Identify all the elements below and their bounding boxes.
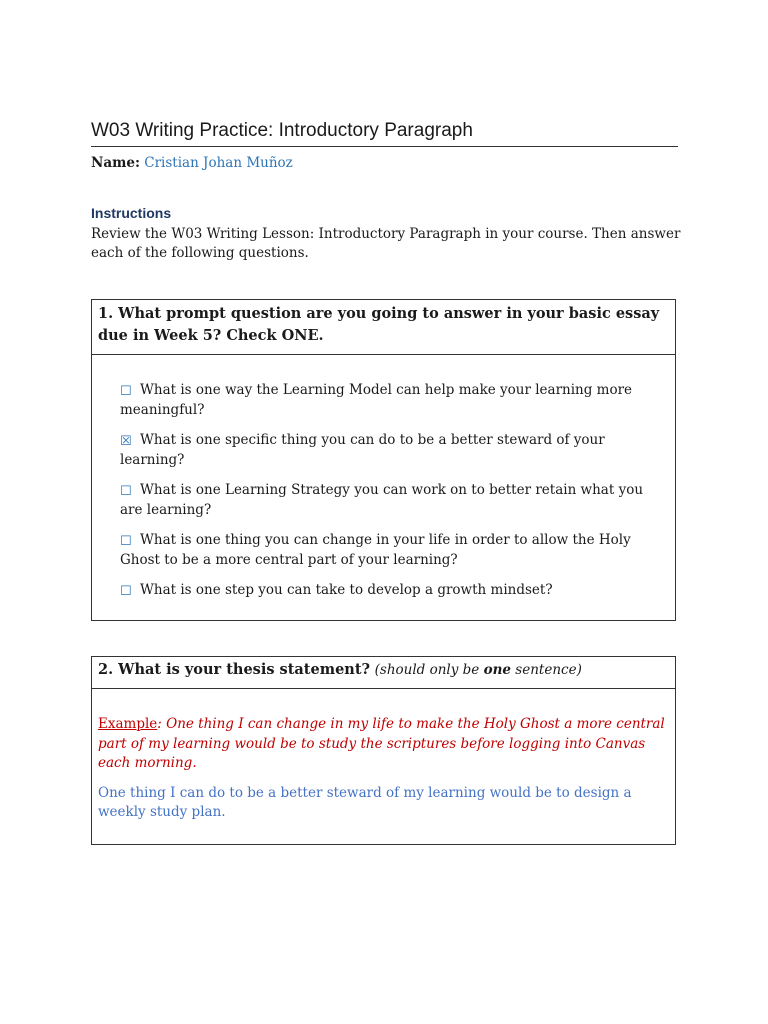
example-text [98, 715, 669, 774]
thesis-answer[interactable]: One thing I can do to be a better steward of my learning would be to design a weekly study plan. [98, 784, 632, 820]
instructions-heading: Instructions [91, 205, 172, 221]
option-holy-ghost [120, 531, 667, 570]
name-label: Name: [91, 155, 140, 171]
checkbox-checked-icon[interactable]: ☒ [120, 434, 132, 449]
name-value: Cristian Johan Muñoz [144, 155, 293, 171]
page-title: W03 Writing Practice: Introductory Paragraph [91, 120, 678, 147]
option-steward [120, 431, 667, 470]
name-line [91, 155, 293, 171]
checkbox-unchecked-icon[interactable]: ☐ [120, 584, 132, 599]
question-2-hint-emphasis: one [483, 662, 512, 678]
question-1-options [92, 355, 675, 601]
question-1-header [92, 300, 675, 355]
example-body: One thing I can change in my life to make the Holy Ghost a more central part of my learning would be to study the scriptures before logging into Canvas each morning. [98, 716, 665, 771]
question-2-hint-suffix: sentence) [511, 662, 582, 678]
question-1-box [91, 299, 676, 621]
option-learning-strategy [120, 481, 667, 520]
question-2-prompt: 2. What is your thesis statement? [98, 661, 371, 678]
checkbox-unchecked-icon[interactable]: ☐ [120, 484, 132, 499]
option-text: What is one thing you can change in your life in order to allow the Holy Ghost to be a more central part of your learning? [120, 532, 631, 568]
option-text: What is one way the Learning Model can help make your learning more meaningful? [120, 382, 633, 418]
option-text: What is one Learning Strategy you can work on to better retain what you are learning? [120, 482, 644, 518]
question-2-header [92, 657, 675, 689]
question-2-answer-area[interactable] [92, 689, 675, 823]
checkbox-unchecked-icon[interactable]: ☐ [120, 534, 132, 549]
option-growth-mindset [120, 581, 667, 601]
option-text: What is one step you can take to develop a growth mindset? [140, 582, 553, 598]
option-text: What is one specific thing you can do to be a better steward of your learning? [120, 432, 605, 468]
question-1-prompt: 1. What prompt question are you going to answer in your basic essay due in Week 5? Check ONE. [98, 305, 660, 344]
question-2-hint-prefix: (should only be [374, 662, 484, 678]
option-learning-model [120, 381, 667, 420]
checkbox-unchecked-icon[interactable]: ☐ [120, 384, 132, 399]
instructions-text: Review the W03 Writing Lesson: Introductory Paragraph in your course. Then answer each of the following questions. [91, 226, 681, 261]
question-2-box [91, 656, 676, 845]
example-label: Example [98, 716, 158, 732]
example-colon: : [157, 716, 162, 732]
